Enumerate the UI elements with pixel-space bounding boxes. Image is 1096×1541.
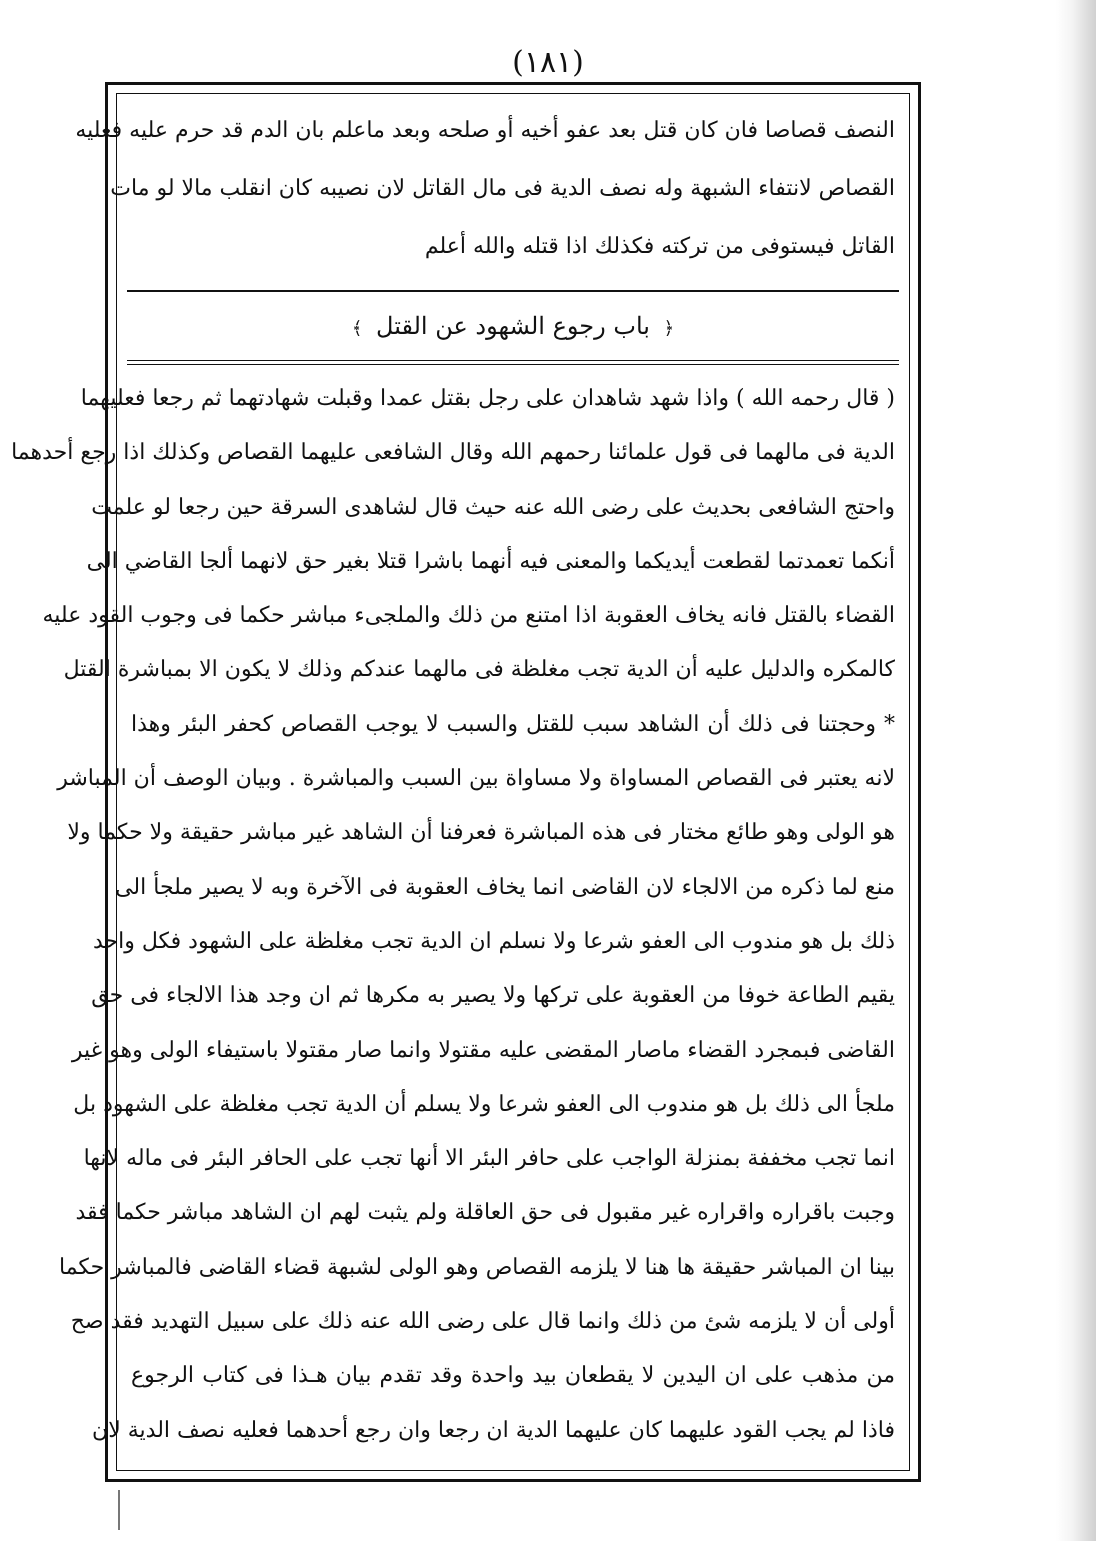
text-line: القصاص لانتفاء الشبهة وله نصف الدية فى مال القاتل لان نصيبه كان انقلب مالا لو مات bbox=[110, 176, 895, 201]
page-frame-inner bbox=[11, 93, 910, 1471]
text-line: كالمكره والدليل عليه أن الدية تجب مغلظة فى مالهما عندكم وذلك لا يكون الا بمباشرة القتل bbox=[63, 657, 895, 683]
text-line: بينا ان المباشر حقيقة ها هنا لا يلزمه القصاص وهو الولى لشبهة قضاء القاضى فالمباشر حكما bbox=[59, 1254, 895, 1280]
page-number: (١٨١) bbox=[512, 45, 584, 80]
section-divider-bottom bbox=[127, 360, 899, 365]
text-line: من مذهب على ان اليدين لا يقطعان بيد واحدة وقد تقدم بيان هـذا فى كتاب الرجوع bbox=[131, 1363, 895, 1389]
text-line: ذلك بل هو مندوب الى العفو شرعا ولا نسلم ان الدية تجب مغلظة على الشهود فكل واحد bbox=[92, 928, 895, 954]
text-line: وجبت باقراره واقراره غير مقبول فى حق العاقلة ولم يثبت لهم ان الشاهد مباشر حكما فقد bbox=[75, 1200, 895, 1226]
text-line: أولى أن لا يلزمه شئ من ذلك وانما قال على رضى الله عنه ذلك على سبيل التهديد فقد صح bbox=[70, 1309, 895, 1335]
text-line: النصف قصاصا فان كان قتل بعد عفو أخيه أو صلحه وبعد ماعلم بان الدم قد حرم عليه فعليه bbox=[75, 118, 895, 143]
text-line: القضاء بالقتل فانه يخاف العقوبة اذا امتنع من ذلك والملجىء مباشر حكما فى وجوب القود عليه bbox=[42, 603, 895, 629]
margin-mark bbox=[118, 1490, 120, 1530]
ornament-icon: ﴾ bbox=[351, 318, 363, 339]
page-frame bbox=[11, 82, 921, 1482]
text-line: منع لما ذكره من الالجاء لان القاضى انما يخاف العقوبة فى الآخرة وبه لا يصير ملجأ الى bbox=[115, 874, 895, 900]
text-line: الدية فى مالهما فى قول علمائنا رحمهم الله وقال الشافعى عليهما القصاص وكذلك اذا رجع أحدهما bbox=[11, 440, 895, 466]
text-line: * وحجتنا فى ذلك أن الشاهد سبب للقتل والسبب لا يوجب القصاص كحفر البئر وهذا bbox=[131, 711, 895, 737]
text-line: ( قال رحمه الله ) واذا شهد شاهدان على رجل بقتل عمدا وقبلت شهادتهما ثم رجعا فعليهما bbox=[80, 386, 895, 411]
text-line: يقيم الطاعة خوفا من العقوبة على تركها ولا يصير به مكرها ثم ان وجد هذا الالجاء فى حق bbox=[91, 983, 895, 1009]
page-edge-shadow bbox=[1056, 0, 1096, 1541]
text-line: انما تجب مخففة بمنزلة الواجب على حافر البئر الا أنها تجب على الحافر البئر فى ماله لانها bbox=[83, 1146, 895, 1172]
text-line: القاضى فبمجرد القضاء ماصار المقضى عليه مقتولا وانما صار مقتولا باستيفاء الولى وهو غير bbox=[71, 1037, 895, 1063]
chapter-heading bbox=[117, 300, 909, 352]
section-divider-top bbox=[127, 290, 899, 292]
text-line: لانه يعتبر فى القصاص المساواة ولا مساواة بين السبب والمباشرة . وبيان الوصف أن المباشر bbox=[57, 766, 895, 792]
chapter-title: باب رجوع الشهود عن القتل bbox=[376, 312, 650, 340]
continued-text bbox=[75, 102, 895, 276]
text-line: ملجأ الى ذلك بل هو مندوب الى العفو شرعا ولا يسلم أن الدية تجب مغلظة على الشهود بل bbox=[73, 1091, 895, 1117]
text-line: القاتل فيستوفى من تركته فكذلك اذا قتله والله أعلم bbox=[424, 234, 895, 259]
text-line: واحتج الشافعى بحديث على رضى الله عنه حيث قال لشاهدى السرقة حين رجعا لو علمت bbox=[91, 494, 895, 520]
text-line: هو الولى وهو طائع مختار فى هذه المباشرة فعرفنا أن الشاهد غير مباشر حقيقة ولا حكما ولا bbox=[67, 820, 895, 846]
text-line: فاذا لم يجب القود عليهما كان عليهما الدية ان رجعا وان رجع أحدهما فعليه نصف الدية لان bbox=[92, 1417, 895, 1443]
text-line: أنكما تعمدتما لقطعت أيديكما والمعنى فيه أنهما باشرا قتلا بغير حق لانهما ألجا القاضي الى bbox=[86, 548, 895, 574]
ornament-icon: ﴿ bbox=[663, 318, 675, 339]
chapter-body bbox=[11, 372, 895, 1458]
